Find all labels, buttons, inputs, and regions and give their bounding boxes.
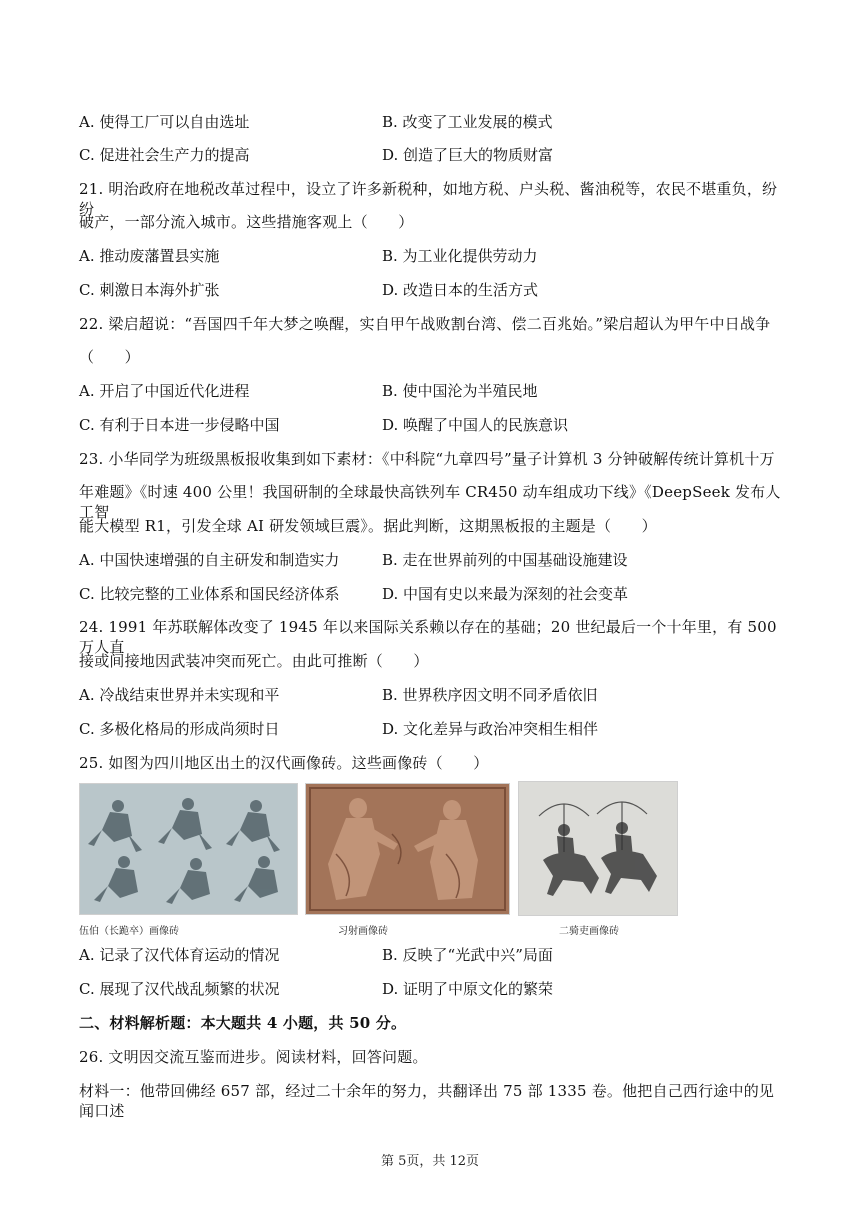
q24-stem-line2: 接或间接地因武装冲突而死亡。由此可推断（ ） bbox=[79, 652, 429, 670]
q20-option-d: D. 创造了巨大的物质财富 bbox=[382, 146, 554, 164]
brick-caption-wubo: 伍伯（长跪卒）画像砖 bbox=[79, 926, 179, 937]
q23-stem-line1: 23. 小华同学为班级黑板报收集到如下素材：《中科院“九章四号”量子计算机 3 分钟破解传统计算机十万 bbox=[79, 450, 775, 468]
brick-image-erqili bbox=[518, 781, 678, 916]
q24-stem-line1: 24. 1991 年苏联解体改变了 1945 年以来国际关系赖以存在的基础；20 世纪最后一个十年里，有 500 万人直 bbox=[79, 618, 777, 656]
wubo-relief-drawing bbox=[80, 784, 297, 914]
q25-option-a: A. 记录了汉代体育运动的情况 bbox=[79, 946, 280, 964]
brick-image-wubo bbox=[79, 783, 298, 915]
q23-option-b: B. 走在世界前列的中国基础设施建设 bbox=[382, 551, 628, 569]
q25-stem: 25. 如图为四川地区出土的汉代画像砖。这些画像砖（ ） bbox=[79, 754, 489, 772]
q22-option-d: D. 唤醒了中国人的民族意识 bbox=[382, 416, 569, 434]
q21-stem-line2: 破产，一部分流入城市。这些措施客观上（ ） bbox=[79, 213, 414, 231]
q23-stem-line3: 能大模型 R1，引发全球 AI 研发领域巨震》。据此判断，这期黑板报的主题是（ ） bbox=[79, 517, 657, 535]
q21-option-c: C. 刺激日本海外扩张 bbox=[79, 281, 220, 299]
q24-option-b: B. 世界秩序因文明不同矛盾依旧 bbox=[382, 686, 598, 704]
q25-option-c: C. 展现了汉代战乱频繁的状况 bbox=[79, 980, 280, 998]
q21-option-a: A. 推动废藩置县实施 bbox=[79, 247, 220, 265]
q24-option-c: C. 多极化格局的形成尚须时日 bbox=[79, 720, 280, 738]
section-title: 二、材料解析题：本大题共 4 小题，共 50 分。 bbox=[79, 1014, 407, 1032]
q24-option-a: A. 冷战结束世界并未实现和平 bbox=[79, 686, 280, 704]
q20-option-c: C. 促进社会生产力的提高 bbox=[79, 146, 250, 164]
erqili-relief-drawing bbox=[519, 782, 677, 915]
q21-option-d: D. 改造日本的生活方式 bbox=[382, 281, 539, 299]
q22-option-b: B. 使中国沦为半殖民地 bbox=[382, 382, 538, 400]
page-footer: 第 5页，共 12页 bbox=[380, 1154, 480, 1169]
brick-caption-erqili: 二骑吏画像砖 bbox=[559, 926, 619, 937]
brick-image-xishe bbox=[305, 783, 510, 915]
q20-option-b: B. 改变了工业发展的模式 bbox=[382, 113, 553, 131]
q22-option-a: A. 开启了中国近代化进程 bbox=[79, 382, 250, 400]
q21-stem-line1: 21. 明治政府在地税改革过程中，设立了许多新税种，如地方税、户头税、酱油税等，农民不堪重负，纷纷 bbox=[79, 180, 778, 218]
q26-stem: 26. 文明因交流互鉴而进步。阅读材料，回答问题。 bbox=[79, 1048, 428, 1066]
q24-option-d: D. 文化差异与政治冲突相生相伴 bbox=[382, 720, 599, 738]
q25-option-b: B. 反映了“光武中兴”局面 bbox=[382, 946, 553, 964]
q21-option-b: B. 为工业化提供劳动力 bbox=[382, 247, 538, 265]
q23-option-a: A. 中国快速增强的自主研发和制造实力 bbox=[79, 551, 340, 569]
q22-stem-line1: 22. 梁启超说：“吾国四千年大梦之唤醒，实自甲午战败割台湾、偿二百兆始。”梁启超认为甲午中日战争 bbox=[79, 315, 771, 333]
brick-caption-xishe: 习射画像砖 bbox=[338, 926, 388, 937]
q26-material-1: 材料一：他带回佛经 657 部，经过二十余年的努力，共翻译出 75 部 1335 卷。他把自己西行途中的见闻口述 bbox=[79, 1082, 775, 1120]
q25-option-d: D. 证明了中原文化的繁荣 bbox=[382, 980, 554, 998]
q20-option-a: A. 使得工厂可以自由选址 bbox=[79, 113, 250, 131]
xishe-relief-drawing bbox=[306, 784, 509, 914]
q23-stem-line2: 年难题》《时速 400 公里！我国研制的全球最快高铁列车 CR450 动车组成功下线》《DeepSeek 发布人工智 bbox=[79, 483, 781, 521]
q23-option-d: D. 中国有史以来最为深刻的社会变革 bbox=[382, 585, 629, 603]
q22-stem-line2: （ ） bbox=[79, 348, 140, 366]
q22-option-c: C. 有利于日本进一步侵略中国 bbox=[79, 416, 280, 434]
q23-option-c: C. 比较完整的工业体系和国民经济体系 bbox=[79, 585, 340, 603]
